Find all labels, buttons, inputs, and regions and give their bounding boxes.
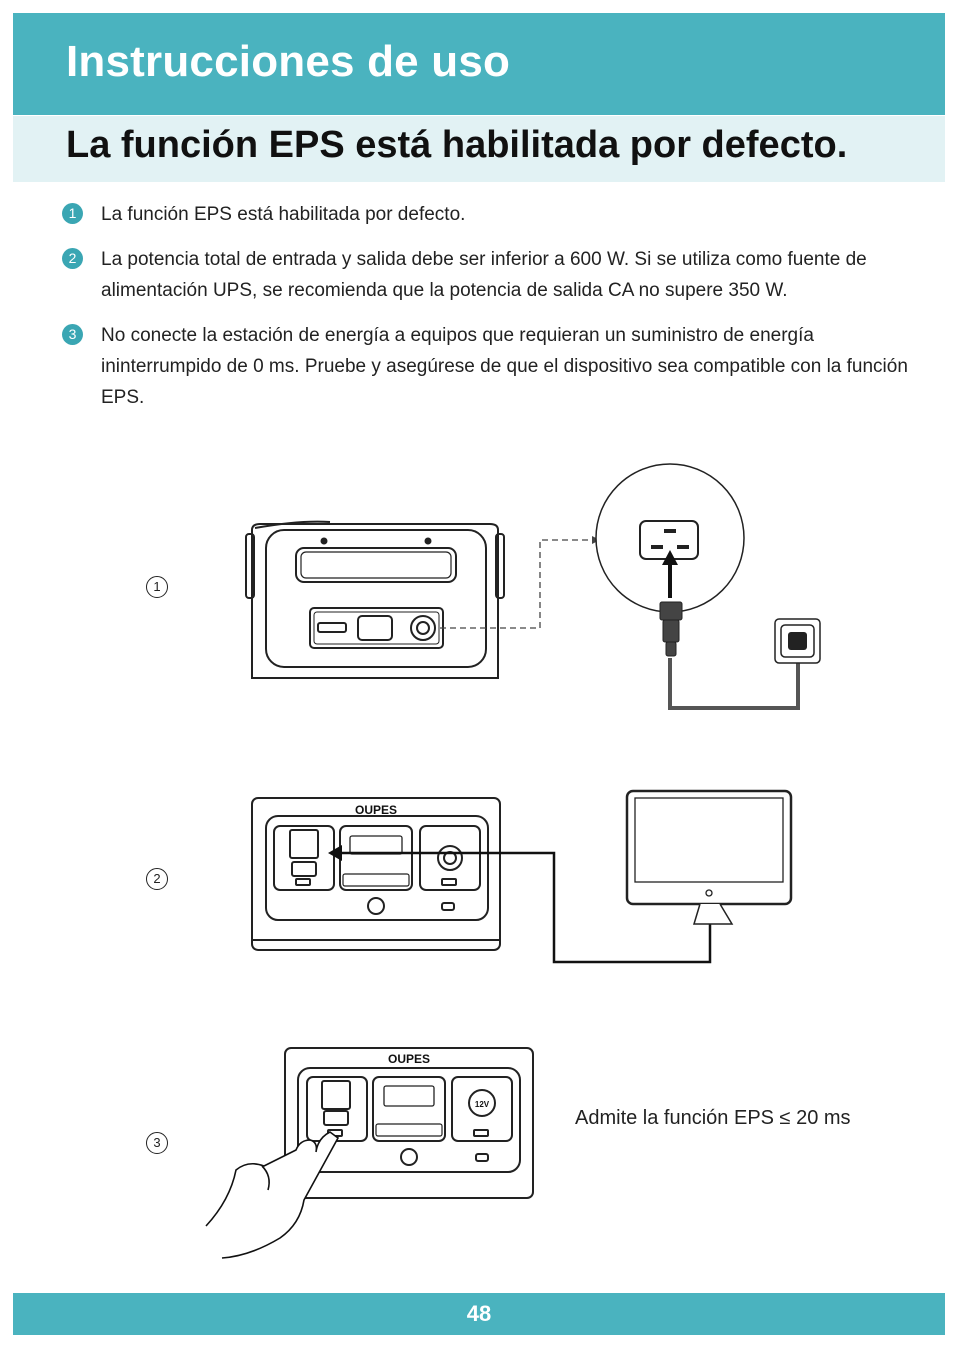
step-marker-3: 3	[146, 1132, 168, 1154]
brand-logo-text-2: OUPES	[387, 1052, 431, 1066]
power-plug-icon	[660, 602, 682, 656]
brand-logo-text: OUPES	[354, 803, 398, 817]
number-badge: 1	[62, 203, 83, 224]
power-station-front-illustration	[252, 798, 500, 950]
instruction-text: La potencia total de entrada y salida debe ser inferior a 600 W. Si se utiliza como fuente de alimentación UPS, se recomienda que la potencia de salida CA no supere 350 W.	[101, 249, 867, 301]
step-marker-2: 2	[146, 868, 168, 890]
footer-bar	[13, 1293, 945, 1335]
number-badge: 3	[62, 324, 83, 345]
page-number: 48	[466, 1301, 492, 1326]
instruction-text: No conecte la estación de energía a equipos que requieran un suministro de energía ininterrumpido de 0 ms. Pruebe y asegúrese de que el dispositivo sea compatible con la función EPS.	[101, 325, 908, 408]
number-badge: 2	[62, 248, 83, 269]
dashed-leader-line	[440, 540, 594, 628]
car-port-label: 12V	[474, 1100, 490, 1109]
eps-caption: Admite la función EPS ≤ 20 ms	[575, 1107, 851, 1129]
instruction-text: La función EPS está habilitada por defecto.	[101, 204, 466, 225]
step-marker-1: 1	[146, 576, 168, 598]
power-station-rear-illustration	[246, 522, 504, 678]
section-title: La función EPS está habilitada por defecto.	[66, 124, 848, 166]
power-station-front-illustration-2	[285, 1048, 533, 1198]
page-title: Instrucciones de uso	[66, 37, 511, 86]
hand-pointer-icon	[206, 1132, 338, 1258]
